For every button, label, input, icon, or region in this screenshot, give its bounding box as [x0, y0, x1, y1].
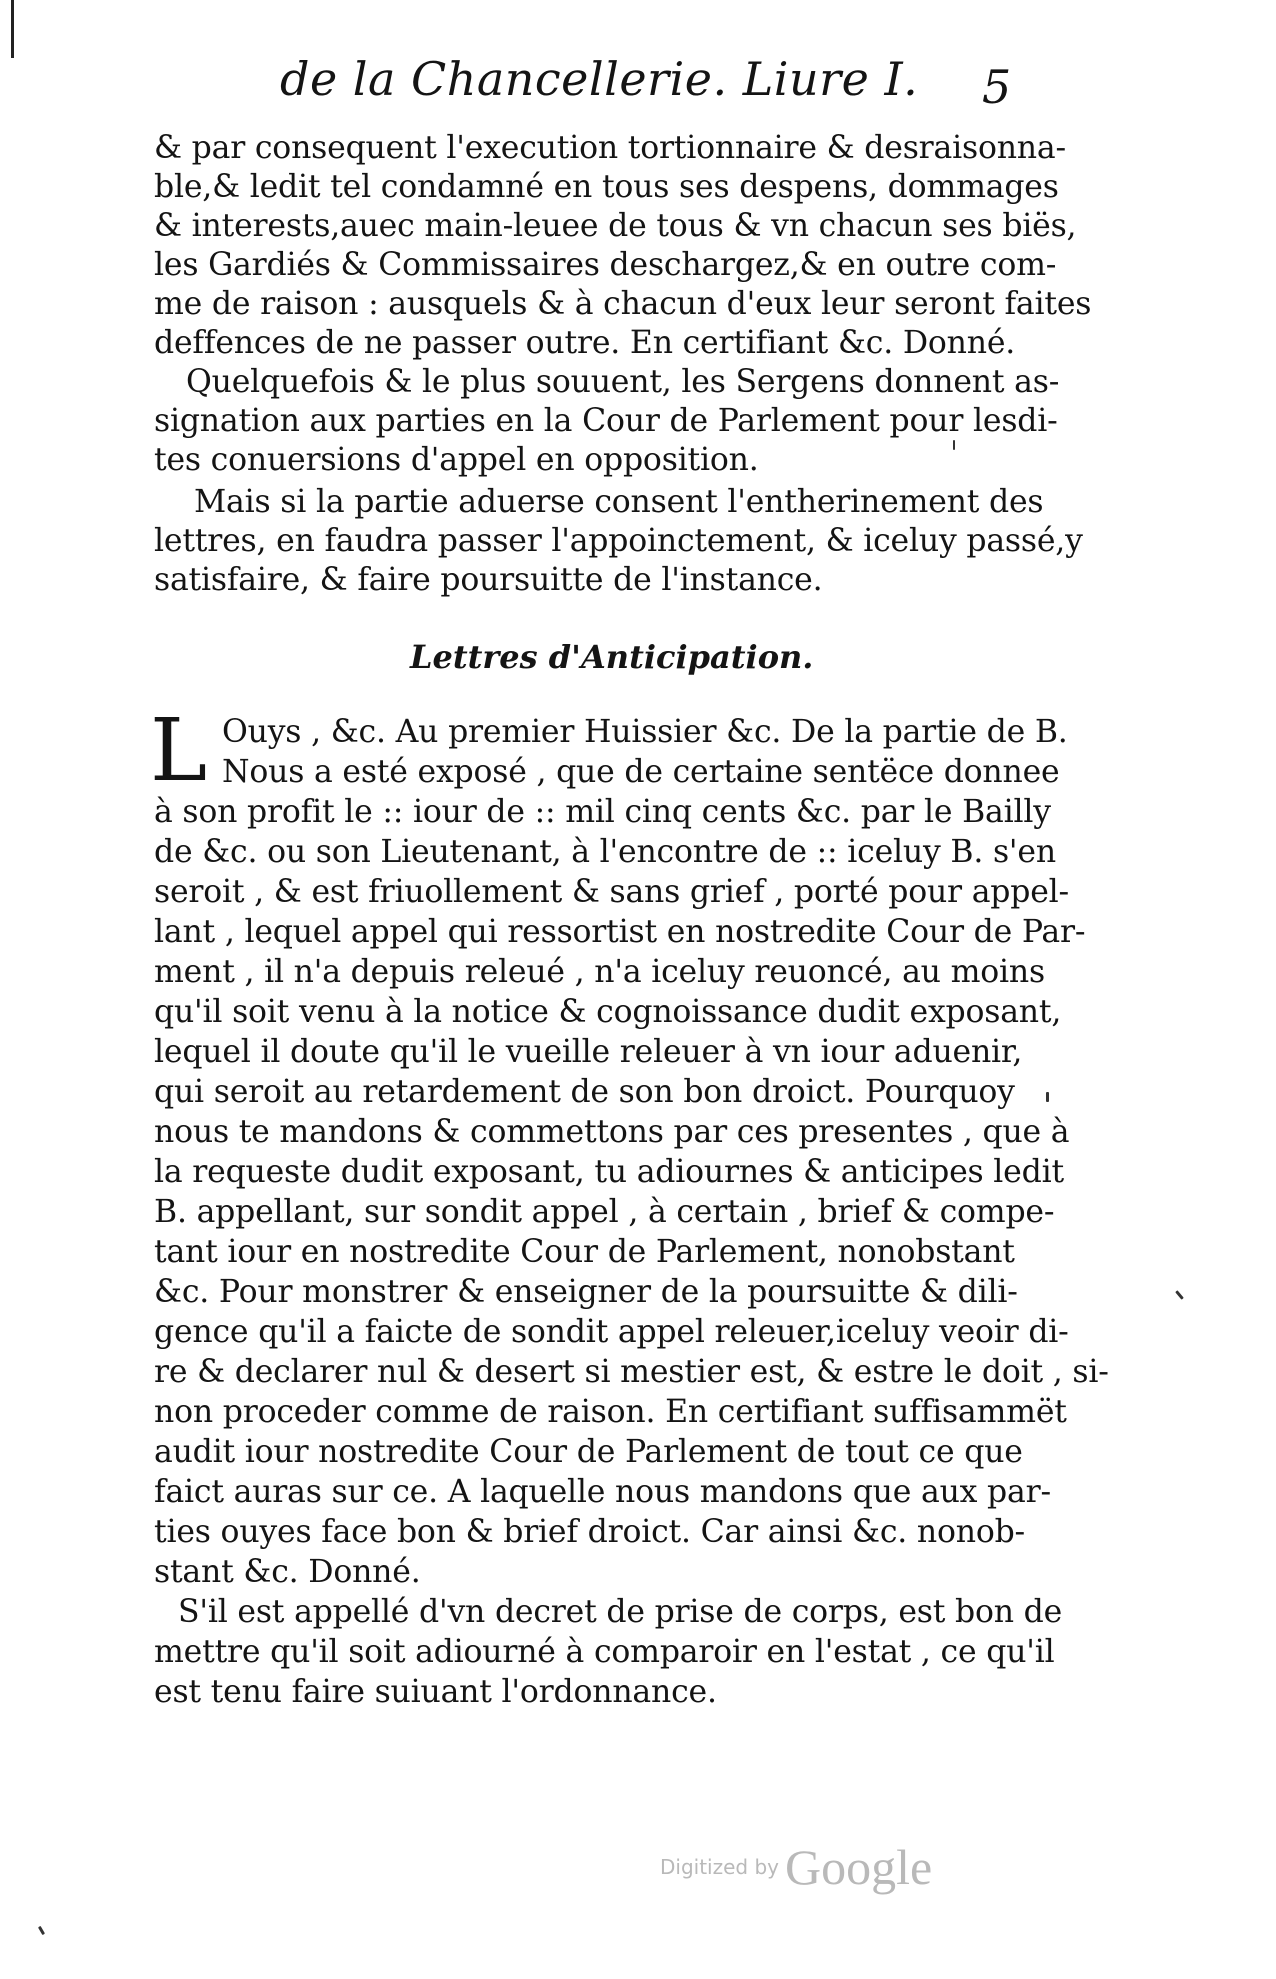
scan-speck: [38, 1926, 45, 1935]
text-line: est tenu faire suiuant l'ordonnance.: [154, 1674, 717, 1710]
text-line: &c. Pour monstrer & enseigner de la poursuitte & dili-: [154, 1274, 1018, 1310]
scan-edge-mark: [11, 0, 14, 58]
watermark-prefix: Digitized by: [660, 1855, 779, 1879]
text-line: Quelquefois & le plus souuent, les Sergens donnent as-: [186, 364, 1060, 400]
text-line: Mais si la partie aduerse consent l'entherinement des: [194, 484, 1044, 520]
text-line: les Gardiés & Commissaires deschargez,& en outre com-: [154, 247, 1057, 283]
text-line: & interests,auec main-leuee de tous & vn chacun ses biës,: [154, 208, 1077, 244]
text-line: deffences de ne passer outre. En certifiant &c. Donné.: [154, 325, 1016, 361]
running-title: de la Chancellerie. Liure I.: [280, 52, 919, 106]
section-heading: Lettres d'Anticipation.: [410, 638, 814, 676]
text-line: mettre qu'il soit adiourné à comparoir en l'estat , ce qu'il: [154, 1634, 1055, 1670]
text-line: qui seroit au retardement de son bon droict. Pourquoy: [154, 1074, 1015, 1110]
text-line: Nous a esté exposé , que de certaine sentëce donnee: [222, 754, 1060, 790]
text-line: tes conuersions d'appel en opposition.: [154, 442, 759, 478]
text-line: B. appellant, sur sondit appel , à certain , brief & compe-: [154, 1194, 1055, 1230]
text-line: tant iour en nostredite Cour de Parlement, nonobstant: [154, 1234, 1015, 1270]
scan-speck: [1175, 1290, 1184, 1300]
text-line: me de raison : ausquels & à chacun d'eux leur seront faites: [154, 286, 1092, 322]
text-line: ment , il n'a depuis releué , n'a iceluy reuoncé, au moins: [154, 954, 1045, 990]
text-line: & par consequent l'execution tortionnaire & desraisonna-: [154, 130, 1066, 166]
text-line: signation aux parties en la Cour de Parlement pour lesdi-: [154, 403, 1058, 439]
watermark-brand: Google: [785, 1839, 933, 1895]
text-line: non proceder comme de raison. En certifiant suffisammët: [154, 1394, 1067, 1430]
text-line: lequel il doute qu'il le vueille releuer à vn iour aduenir,: [154, 1034, 1023, 1070]
page-number: 5: [982, 60, 1012, 114]
text-line: de &c. ou son Lieutenant, à l'encontre de :: iceluy B. s'en: [154, 834, 1056, 870]
text-line: gence qu'il a faicte de sondit appel releuer,iceluy veoir di-: [154, 1314, 1069, 1350]
text-line: ties ouyes face bon & brief droict. Car ainsi &c. nonob-: [154, 1514, 1026, 1550]
text-line: Ouys , &c. Au premier Huissier &c. De la partie de B.: [222, 714, 1068, 750]
text-line: re & declarer nul & desert si mestier est, & estre le doit , si-: [154, 1354, 1109, 1390]
text-line: lettres, en faudra passer l'appoinctement, & iceluy passé,y: [154, 523, 1083, 559]
text-line: ble,& ledit tel condamné en tous ses despens, dommages: [154, 169, 1059, 205]
text-line: satisfaire, & faire poursuitte de l'instance.: [154, 562, 823, 598]
text-line: faict auras sur ce. A laquelle nous mandons que aux par-: [154, 1474, 1051, 1510]
text-line: S'il est appellé d'vn decret de prise de corps, est bon de: [178, 1594, 1063, 1630]
digitized-by-google-watermark: [660, 1838, 932, 1896]
text-line: à son profit le :: iour de :: mil cinq cents &c. par le Bailly: [154, 794, 1051, 830]
text-line: lant , lequel appel qui ressortist en nostredite Cour de Par-: [154, 914, 1086, 950]
text-line: stant &c. Donné.: [154, 1554, 421, 1590]
drop-cap: L: [150, 701, 208, 801]
scan-speck: [1046, 1092, 1049, 1102]
scan-speck: [953, 440, 955, 450]
text-line: audit iour nostredite Cour de Parlement de tout ce que: [154, 1434, 1023, 1470]
text-line: seroit , & est friuollement & sans grief , porté pour appel-: [154, 874, 1069, 910]
text-line: nous te mandons & commettons par ces presentes , que à: [154, 1114, 1070, 1150]
text-line: la requeste dudit exposant, tu adiournes & anticipes ledit: [154, 1154, 1064, 1190]
text-line: qu'il soit venu à la notice & cognoissance dudit exposant,: [154, 994, 1062, 1030]
